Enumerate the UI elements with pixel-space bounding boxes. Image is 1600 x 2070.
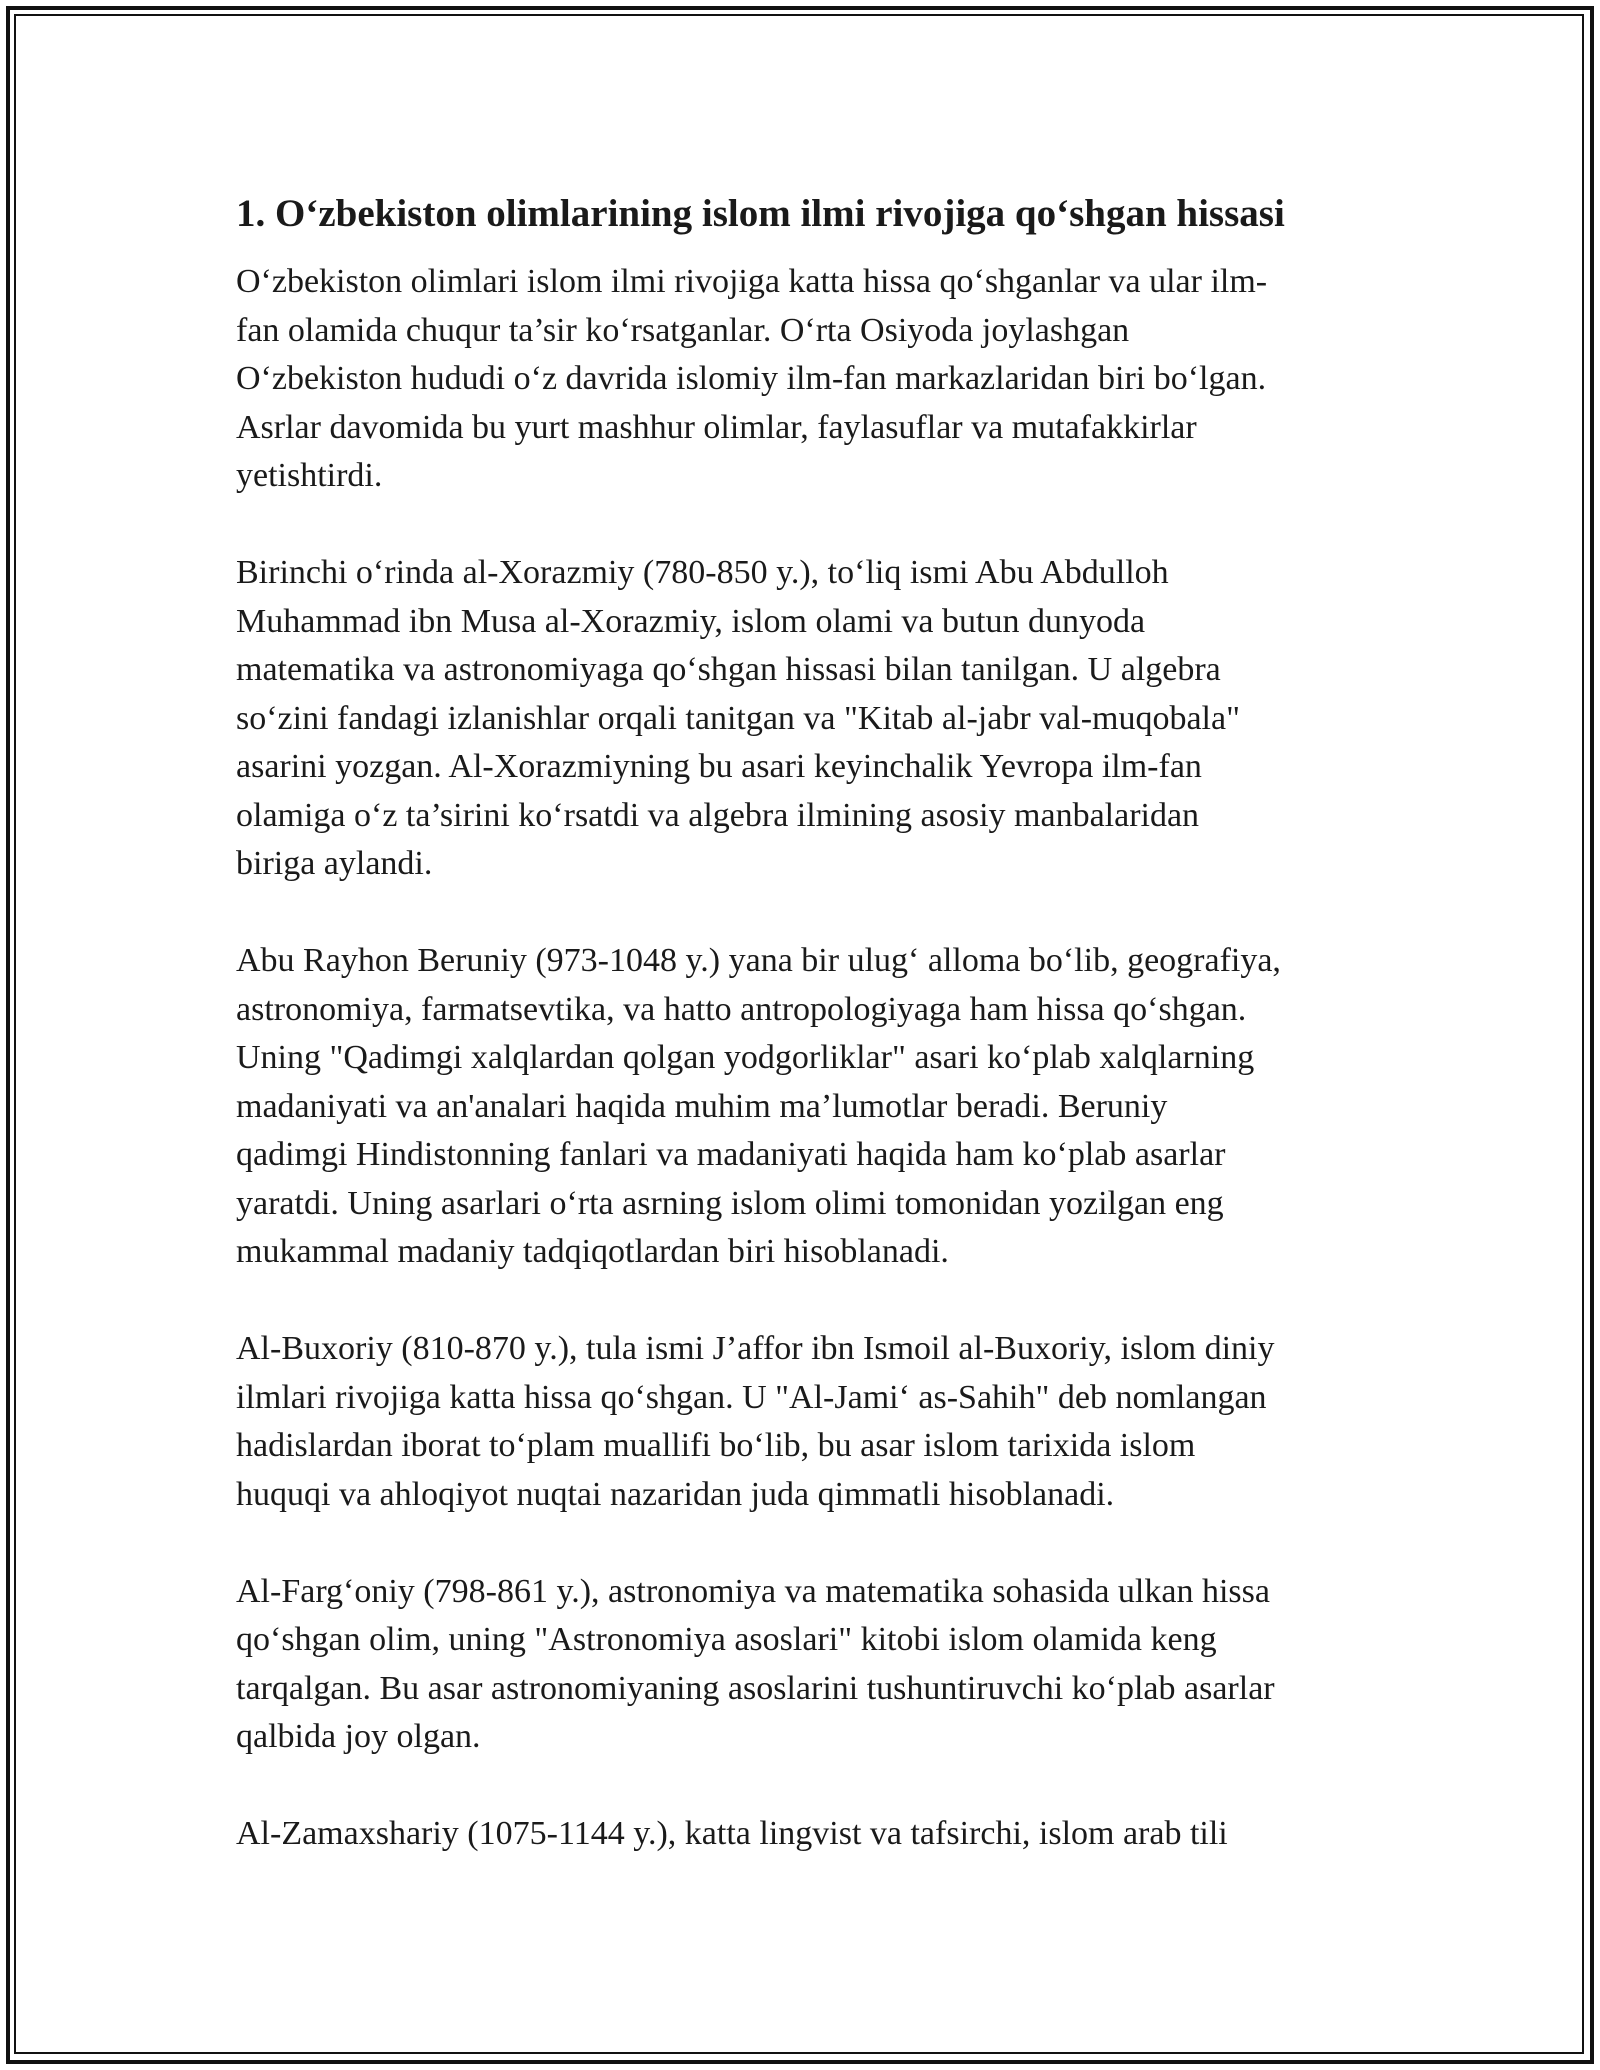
text-line: qadimgi Hindistonning fanlari va madaniyati haqida ham ko‘plab asarlar (236, 1136, 1226, 1173)
paragraph-beruniy (236, 937, 1366, 1277)
text-line: tarqalgan. Bu asar astronomiyaning asoslarini tushuntiruvchi ko‘plab asarlar (236, 1669, 1275, 1707)
text-line: qalbida joy olgan. (236, 1718, 481, 1755)
text-line: qo‘shgan olim, uning "Astronomiya asoslari" kitobi islom olamida keng (236, 1621, 1217, 1658)
paragraph-intro (236, 258, 1366, 501)
text-line: fan olamida chuqur ta’sir ko‘rsatganlar. O‘rta Osiyoda joylashgan (236, 311, 1130, 349)
text-line: O‘zbekiston olimlari islom ilmi rivojiga katta hissa qo‘shganlar va ular ilm- (236, 263, 1268, 300)
text-line: yetishtirdi. (236, 457, 383, 494)
text-line: Uning "Qadimgi xalqlardan qolgan yodgorliklar" asari ko‘plab xalqlarning (236, 1039, 1255, 1076)
text-line: Muhammad ibn Musa al-Xorazmiy, islom olami va butun dunyoda (236, 602, 1146, 640)
text-line: Abu Rayhon Beruniy (973-1048 y.) yana bir ulug‘ alloma bo‘lib, geografiya, (236, 942, 1281, 979)
text-line: yaratdi. Uning asarlari o‘rta asrning islom olimi tomonidan yozilgan eng (236, 1184, 1224, 1222)
text-line: madaniyati va an'analari haqida muhim ma’lumotlar beradi. Beruniy (236, 1087, 1168, 1125)
text-line: so‘zini fandagi izlanishlar orqali tanitgan va "Kitab al-jabr val-muqobala" (236, 699, 1240, 737)
text-line: mukammal madaniy tadqiqotlardan biri hisoblanadi. (236, 1233, 949, 1270)
text-line: O‘zbekiston hududi o‘z davrida islomiy ilm-fan markazlaridan biri bo‘lgan. (236, 360, 1267, 397)
text-line: Al-Zamaxshariy (1075-1144 y.), katta lingvist va tafsirchi, islom arab tili (236, 1815, 1228, 1852)
text-line: biriga aylandi. (236, 845, 433, 882)
paragraph-al-fargoniy (236, 1568, 1366, 1762)
text-line: Al-Buxoriy (810-870 y.), tula ismi J’affor ibn Ismoil al-Buxoriy, islom diniy (236, 1330, 1275, 1367)
text-line: asarini yozgan. Al-Xorazmiyning bu asari keyinchalik Yevropa ilm-fan (236, 748, 1202, 785)
page-title: 1. O‘zbekiston olimlarining islom ilmi rivojiga qo‘shgan hissasi (236, 192, 1285, 235)
paragraph-al-buxoriy (236, 1325, 1366, 1519)
text-line: olamiga o‘z ta’sirini ko‘rsatdi va algebra ilmining asosiy manbalaridan (236, 796, 1200, 834)
text-line: astronomiya, farmatsevtika, va hatto antropologiyaga ham hissa qo‘shgan. (236, 990, 1247, 1028)
document-body (236, 188, 1366, 1907)
paragraph-al-xorazmiy (236, 549, 1366, 889)
text-line: hadislardan iborat to‘plam muallifi bo‘lib, bu asar islom tarixida islom (236, 1427, 1196, 1464)
paragraph-al-zamaxshariy (236, 1810, 1366, 1859)
text-line: huquqi va ahloqiyot nuqtai nazaridan juda qimmatli hisoblanadi. (236, 1475, 1115, 1513)
text-line: ilmlari rivojiga katta hissa qo‘shgan. U "Al-Jami‘ as-Sahih" deb nomlangan (236, 1378, 1267, 1416)
text-line: Al-Farg‘oniy (798-861 y.), astronomiya va matematika sohasida ulkan hissa (236, 1572, 1270, 1610)
text-line: Birinchi o‘rinda al-Xorazmiy (780-850 y.), to‘liq ismi Abu Abdulloh (236, 554, 1169, 591)
text-line: Asrlar davomida bu yurt mashhur olimlar, faylasuflar va mutafakkirlar (236, 408, 1197, 446)
text-line: matematika va astronomiyaga qo‘shgan hissasi bilan tanilgan. U algebra (236, 651, 1221, 688)
